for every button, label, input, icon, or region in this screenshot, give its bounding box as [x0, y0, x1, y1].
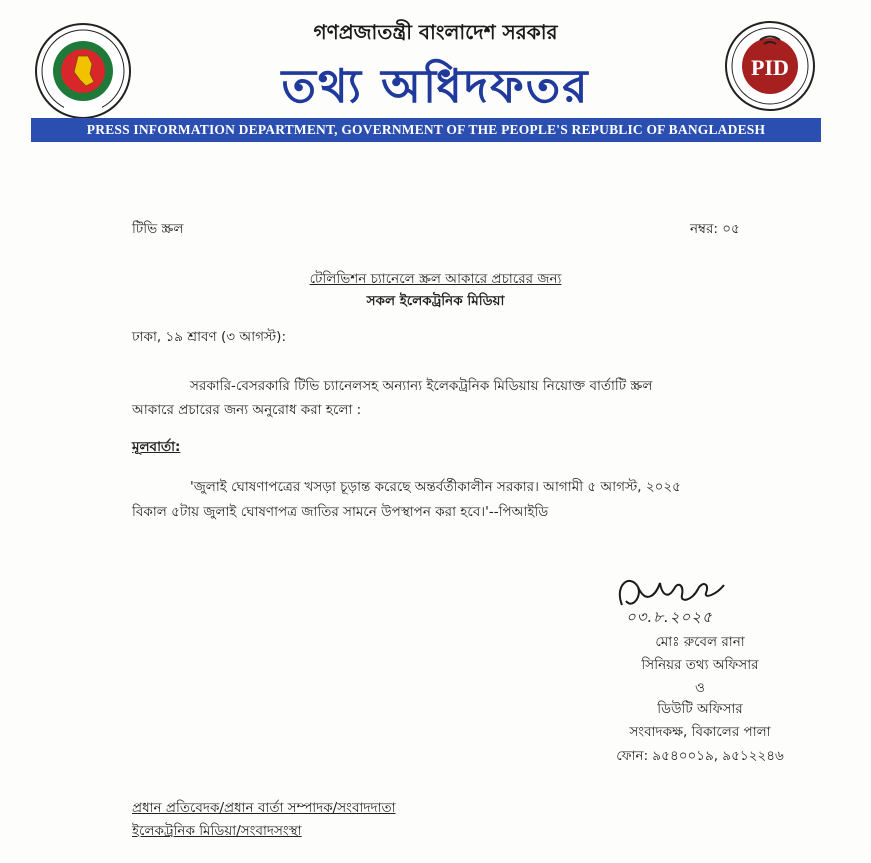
- document-type: টিভি স্ক্রল: [132, 221, 184, 237]
- signature-date: ০৩.৮.২০২৫: [626, 608, 713, 626]
- recipients-line-1: প্রধান প্রতিবেদক/প্রধান বার্তা সম্পাদক/সংবাদদাতা: [132, 800, 396, 816]
- signatory-and: ও: [695, 680, 705, 696]
- request-line-2: আকারে প্রচারের জন্য অনুরোধ করা হলো :: [132, 402, 362, 418]
- signatory-title-2: ডিউটি অফিসার: [657, 701, 743, 717]
- signatory-phone: ফোন: ৯৫৪০০১৯, ৯৫১২২৪৬: [616, 748, 784, 764]
- government-line: গণপ্রজাতন্ত্রী বাংলাদেশ সরকার: [313, 20, 558, 44]
- department-banner: PRESS INFORMATION DEPARTMENT, GOVERNMENT OF THE PEOPLE'S REPUBLIC OF BANGLADESH: [31, 118, 821, 142]
- signatory-title-1: সিনিয়র তথ্য অফিসার: [641, 657, 759, 673]
- main-message-line-1: 'জুলাই ঘোষণাপত্রের খসড়া চূড়ান্ত করেছে অন্তর্বর্তীকালীন সরকার। আগামী ৫ আগস্ট, ২০২৫: [190, 479, 681, 495]
- main-message-line-2: বিকাল ৫টায় জুলাই ঘোষণাপত্র জাতির সামনে উপস্থাপন করা হবে।'--পিআইডি: [132, 504, 549, 520]
- pid-logo-text: PID: [751, 55, 789, 80]
- signatory-office: সংবাদকক্ষ, বিকালের পালা: [629, 724, 771, 740]
- date-line: ঢাকা, ১৯ শ্রাবণ (৩ আগস্ট):: [132, 329, 287, 345]
- request-line-1: সরকারি-বেসরকারি টিভি চ্যানেলসহ অন্যান্য ইলেকট্রনিক মিডিয়ায় নিয়োক্ত বার্তাটি স্ক্রল: [190, 378, 653, 394]
- main-message-heading: মূলবার্তা:: [132, 439, 181, 455]
- subject-line-1: টেলিভিশন চ্যানেলে স্ক্রল আকারে প্রচারের জন্য: [309, 271, 562, 287]
- department-title: তথ্য অধিদফতর: [281, 59, 590, 113]
- document-number: নম্বর: ০৫: [690, 221, 740, 237]
- recipients-line-2: ইলেকট্রনিক মিডিয়া/সংবাদসংস্থা: [132, 823, 302, 839]
- subject-line-2: সকল ইলেকট্রনিক মিডিয়া: [366, 293, 505, 309]
- signatory-name: মোঃ রুবেল রানা: [655, 634, 745, 650]
